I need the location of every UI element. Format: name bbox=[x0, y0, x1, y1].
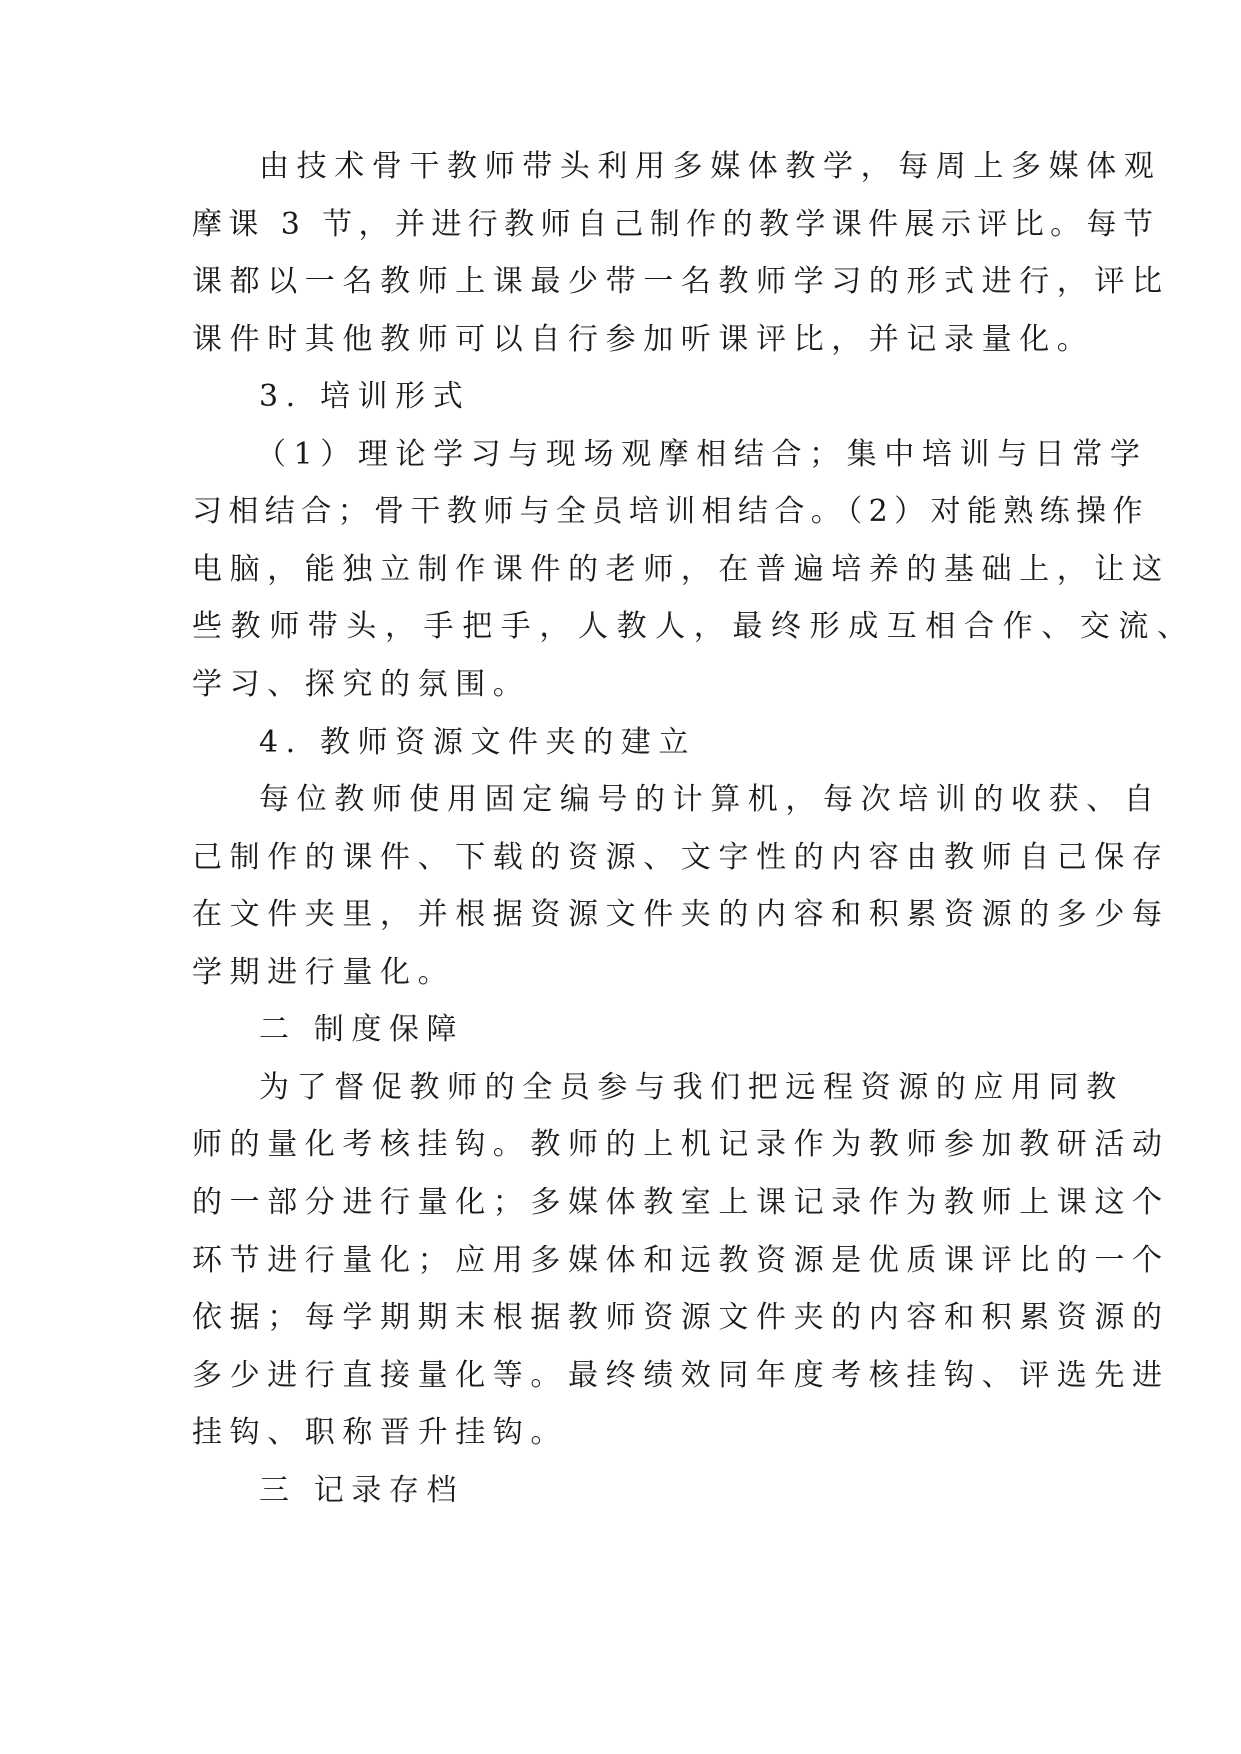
paragraph-line: 由技术骨干教师带头利用多媒体教学，每周上多媒体观 bbox=[259, 149, 1162, 184]
paragraph-line: 些教师带头，手把手，人教人，最终形成互相合作、交流、 bbox=[192, 609, 1196, 644]
paragraph-line: 电脑，能独立制作课件的老师，在普遍培养的基础上，让这 bbox=[192, 552, 1170, 587]
paragraph-line: 习相结合；骨干教师与全员培训相结合。（2）对能熟练操作 bbox=[192, 494, 1149, 529]
section-heading: 3. 培训形式 bbox=[259, 379, 471, 414]
paragraph-line: （1）理论学习与现场观摩相结合；集中培训与日常学 bbox=[256, 437, 1148, 472]
paragraph-line: 己制作的课件、下载的资源、文字性的内容由教师自己保存 bbox=[192, 840, 1170, 875]
paragraph-line: 挂钩、职称晋升挂钩。 bbox=[192, 1415, 568, 1450]
paragraph-line: 的一部分进行量化；多媒体教室上课记录作为教师上课这个 bbox=[192, 1185, 1170, 1220]
section-heading: 三 记录存档 bbox=[259, 1473, 465, 1508]
paragraph-line: 依据；每学期期末根据教师资源文件夹的内容和积累资源的 bbox=[192, 1300, 1170, 1335]
section-heading: 二 制度保障 bbox=[259, 1012, 465, 1047]
paragraph-line: 课件时其他教师可以自行参加听课评比，并记录量化。 bbox=[192, 322, 1095, 357]
paragraph-line: 多少进行直接量化等。最终绩效同年度考核挂钩、评选先进 bbox=[192, 1358, 1170, 1393]
paragraph-line: 为了督促教师的全员参与我们把远程资源的应用同教 bbox=[259, 1070, 1124, 1105]
paragraph-line: 在文件夹里，并根据资源文件夹的内容和积累资源的多少每 bbox=[192, 897, 1170, 932]
paragraph-line: 摩课 3 节，并进行教师自己制作的教学课件展示评比。每节 bbox=[192, 207, 1160, 242]
paragraph-line: 环节进行量化；应用多媒体和远教资源是优质课评比的一个 bbox=[192, 1243, 1170, 1278]
paragraph-line: 课都以一名教师上课最少带一名教师学习的形式进行，评比 bbox=[192, 264, 1170, 299]
paragraph-line: 学习、探究的氛围。 bbox=[192, 667, 531, 702]
paragraph-line: 每位教师使用固定编号的计算机，每次培训的收获、自 bbox=[259, 782, 1162, 817]
paragraph-line: 学期进行量化。 bbox=[192, 955, 456, 990]
paragraph-line: 师的量化考核挂钩。教师的上机记录作为教师参加教研活动 bbox=[192, 1127, 1170, 1162]
section-heading: 4. 教师资源文件夹的建立 bbox=[259, 725, 696, 760]
